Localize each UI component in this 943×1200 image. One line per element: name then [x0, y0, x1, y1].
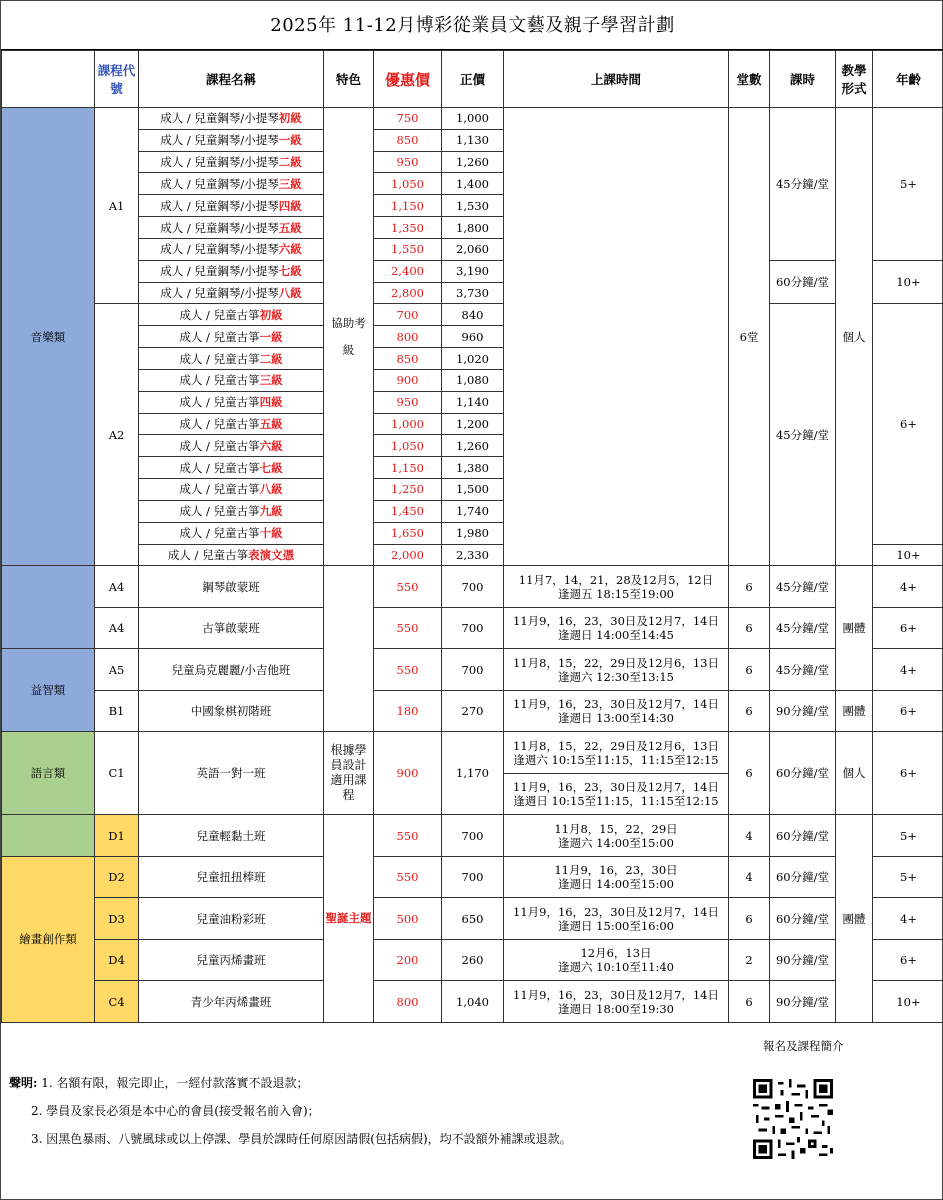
note-lead: 聲明: [9, 1076, 38, 1090]
header-discount: 優惠價 [374, 51, 442, 108]
duration-cell: 60分鐘/堂 [770, 856, 836, 898]
category-music: 音樂類 [2, 108, 95, 566]
duration-cell: 60分鐘/堂 [770, 898, 836, 940]
course-level: 四級 [278, 198, 302, 213]
course-name-prefix: 成人 / 兒童鋼琴/小提琴 [160, 155, 279, 170]
schedule-cell [504, 856, 729, 898]
category-language-cont [2, 815, 95, 857]
schedule-dates: 11月8，15，22，29日及12月6，13日 [513, 738, 719, 753]
discount-price: 180 [374, 690, 442, 732]
disclaimer-notes [9, 1069, 572, 1153]
header-sessions: 堂數 [729, 51, 770, 108]
table-row [2, 939, 943, 981]
age-cell: 5+ [873, 856, 943, 898]
discount-price: 1,000 [374, 413, 442, 435]
sessions-cell: 4 [729, 815, 770, 857]
duration-cell: 60分鐘/堂 [770, 815, 836, 857]
note-1 [9, 1069, 572, 1097]
table-row [2, 898, 943, 940]
table-row [2, 732, 943, 774]
code-d2: D2 [95, 856, 139, 898]
mode-cell: 個人 [836, 108, 873, 566]
header-name: 課程名稱 [139, 51, 324, 108]
header-age: 年齡 [873, 51, 943, 108]
course-name-prefix: 成人 / 兒童鋼琴/小提琴 [160, 264, 279, 279]
note-1-text: 1. 名額有限，報完即止，一經付款落實不設退款； [41, 1076, 309, 1090]
discount-price: 1,050 [374, 173, 442, 195]
course-name: 英語一對一班 [139, 732, 324, 815]
code-d1: D1 [95, 815, 139, 857]
regular-price: 650 [442, 898, 504, 940]
duration-cell: 45分鐘/堂 [770, 566, 836, 608]
sessions-cell: 6堂 [729, 108, 770, 566]
feature-custom: 根據學員設計適用課程 [324, 732, 374, 815]
course-name-prefix: 成人 / 兒童古箏 [167, 547, 249, 562]
course-level: 四級 [259, 395, 283, 410]
table-row [2, 566, 943, 608]
discount-price: 1,350 [374, 217, 442, 239]
regular-price: 2,060 [442, 238, 504, 260]
regular-price: 700 [442, 649, 504, 691]
table-row [2, 108, 943, 130]
course-name-prefix: 成人 / 兒童古箏 [179, 482, 260, 497]
course-level: 九級 [259, 504, 283, 519]
course-name-prefix: 成人 / 兒童古箏 [179, 373, 260, 388]
schedule-dates: 11月9，16，23，30日及12月7，14日 [513, 697, 719, 712]
mode-cell: 團體 [836, 815, 873, 1023]
discount-price: 500 [374, 898, 442, 940]
course-name [139, 217, 324, 239]
regular-price: 2,330 [442, 544, 504, 566]
discount-price: 700 [374, 304, 442, 326]
course-name-prefix: 成人 / 兒童古箏 [179, 395, 260, 410]
schedule-cell [504, 690, 729, 732]
course-name [139, 173, 324, 195]
discount-price: 1,250 [374, 479, 442, 501]
sessions-cell: 6 [729, 607, 770, 649]
regular-price: 1,800 [442, 217, 504, 239]
course-name: 兒童扭扭棒班 [139, 856, 324, 898]
course-name-prefix: 成人 / 兒童古箏 [179, 460, 260, 475]
discount-price: 1,050 [374, 435, 442, 457]
schedule-time: 逢週六 12:30至13:15 [558, 669, 674, 684]
course-level: 七級 [278, 264, 302, 279]
discount-price: 2,800 [374, 282, 442, 304]
feature-cell [324, 566, 374, 732]
discount-price: 550 [374, 856, 442, 898]
duration-cell: 45分鐘/堂 [770, 304, 836, 566]
table-row [2, 607, 943, 649]
schedule-dates: 11月9，16，23，30日及12月7，14日 [513, 614, 719, 629]
regular-price: 1,130 [442, 129, 504, 151]
schedule-time: 逢週日 15:00至16:00 [558, 918, 674, 933]
schedule-cell [504, 773, 729, 815]
qr-code-icon[interactable] [753, 1079, 833, 1159]
regular-price: 1,140 [442, 391, 504, 413]
table-row [2, 856, 943, 898]
age-cell: 4+ [873, 898, 943, 940]
discount-price: 2,400 [374, 260, 442, 282]
course-level: 三級 [259, 373, 283, 388]
regular-price: 960 [442, 326, 504, 348]
mode-cell: 團體 [836, 566, 873, 691]
discount-price: 1,450 [374, 500, 442, 522]
course-name [139, 282, 324, 304]
schedule-cell [504, 649, 729, 691]
sessions-cell: 6 [729, 566, 770, 608]
code-d4: D4 [95, 939, 139, 981]
regular-price: 1,040 [442, 981, 504, 1023]
regular-price: 1,980 [442, 522, 504, 544]
course-name [139, 304, 324, 326]
age-cell: 5+ [873, 108, 943, 261]
category-music-cont [2, 566, 95, 649]
schedule-dates: 12月6，13日 [580, 946, 652, 961]
discount-price: 200 [374, 939, 442, 981]
regular-price: 1,000 [442, 108, 504, 130]
age-cell: 5+ [873, 815, 943, 857]
course-name [139, 326, 324, 348]
duration-cell: 45分鐘/堂 [770, 607, 836, 649]
discount-price: 1,650 [374, 522, 442, 544]
schedule-cell [504, 732, 729, 774]
course-name-prefix: 成人 / 兒童古箏 [179, 351, 260, 366]
regular-price: 700 [442, 566, 504, 608]
course-name [139, 413, 324, 435]
table-row [2, 690, 943, 732]
course-level: 初級 [278, 111, 302, 126]
course-name-prefix: 成人 / 兒童鋼琴/小提琴 [160, 286, 279, 301]
discount-price: 1,150 [374, 457, 442, 479]
sessions-cell: 6 [729, 732, 770, 815]
regular-price: 1,380 [442, 457, 504, 479]
duration-cell: 45分鐘/堂 [770, 649, 836, 691]
duration-cell: 90分鐘/堂 [770, 981, 836, 1023]
course-name-prefix: 成人 / 兒童古箏 [179, 417, 260, 431]
schedule-dates: 11月7，14，21，28及12月5，12日 [518, 572, 714, 587]
code-c1: C1 [95, 732, 139, 815]
regular-price: 1,200 [442, 413, 504, 435]
course-name-prefix: 成人 / 兒童鋼琴/小提琴 [160, 220, 279, 235]
schedule-dates: 11月9，16，23，30日 [554, 863, 678, 878]
sessions-cell: 6 [729, 981, 770, 1023]
discount-price: 850 [374, 348, 442, 370]
course-name [139, 129, 324, 151]
sessions-cell: 6 [729, 690, 770, 732]
course-level: 二級 [259, 351, 283, 366]
schedule-time: 逢週六 14:00至15:00 [558, 835, 674, 850]
discount-price: 900 [374, 369, 442, 391]
code-a4: A4 [95, 566, 139, 608]
sessions-cell: 6 [729, 898, 770, 940]
course-name-prefix: 成人 / 兒童古箏 [179, 504, 260, 519]
course-level: 七級 [259, 460, 283, 475]
duration-cell: 60分鐘/堂 [770, 260, 836, 304]
regular-price: 1,740 [442, 500, 504, 522]
course-name [139, 151, 324, 173]
course-name-prefix: 成人 / 兒童鋼琴/小提琴 [160, 242, 279, 257]
course-name [139, 369, 324, 391]
course-name: 古箏啟蒙班 [139, 607, 324, 649]
schedule-dates: 11月9，16，23，30日及12月7，14日 [513, 780, 719, 795]
regular-price: 1,260 [442, 435, 504, 457]
discount-price: 800 [374, 326, 442, 348]
discount-price: 950 [374, 391, 442, 413]
discount-price: 550 [374, 815, 442, 857]
header-regular: 正價 [442, 51, 504, 108]
discount-price: 750 [374, 108, 442, 130]
table-row [2, 981, 943, 1023]
age-cell: 6+ [873, 690, 943, 732]
regular-price: 1,260 [442, 151, 504, 173]
course-level: 六級 [259, 438, 283, 453]
course-level: 表演文憑 [248, 547, 295, 562]
duration-cell: 90分鐘/堂 [770, 690, 836, 732]
schedule-cell [504, 815, 729, 857]
course-name-prefix: 成人 / 兒童古箏 [179, 329, 260, 344]
schedule-dates: 11月9，16，23，30日及12月7，14日 [513, 987, 719, 1002]
schedule-cell [504, 939, 729, 981]
course-name [139, 391, 324, 413]
course-name-prefix: 成人 / 兒童鋼琴/小提琴 [160, 111, 279, 126]
course-name [139, 457, 324, 479]
schedule-time: 逢週日 13:00至14:30 [558, 711, 674, 726]
mode-cell: 個人 [836, 732, 873, 815]
schedule-cell [504, 607, 729, 649]
course-name-prefix: 成人 / 兒童古箏 [179, 526, 260, 541]
age-cell: 10+ [873, 981, 943, 1023]
regular-price: 1,170 [442, 732, 504, 815]
page-title: 2025年 11-12月博彩從業員文藝及親子學習計劃 [1, 1, 943, 50]
course-level: 一級 [278, 133, 302, 148]
schedule-time: 逢週六 10:15至11:15，11:15至12:15 [513, 752, 719, 767]
header-duration: 課時 [770, 51, 836, 108]
table-row [2, 815, 943, 857]
regular-price: 1,500 [442, 479, 504, 501]
regular-price: 260 [442, 939, 504, 981]
course-name-prefix: 成人 / 兒童古箏 [179, 438, 260, 453]
course-level: 八級 [278, 286, 302, 301]
regular-price: 1,530 [442, 195, 504, 217]
sessions-cell: 6 [729, 649, 770, 691]
sessions-cell: 2 [729, 939, 770, 981]
age-cell: 6+ [873, 304, 943, 544]
category-language: 語言類 [2, 732, 95, 815]
table-row [2, 304, 943, 326]
course-name: 兒童烏克麗麗/小吉他班 [139, 649, 324, 691]
age-cell: 10+ [873, 260, 943, 304]
duration-cell: 90分鐘/堂 [770, 939, 836, 981]
course-name [139, 260, 324, 282]
course-name [139, 108, 324, 130]
course-level: 五級 [259, 417, 283, 431]
discount-price: 2,000 [374, 544, 442, 566]
schedule-time: 逢週日 18:00至19:30 [558, 1001, 674, 1016]
category-art: 繪畫創作類 [2, 856, 95, 1022]
course-name: 青少年丙烯畫班 [139, 981, 324, 1023]
course-name-prefix: 成人 / 兒童鋼琴/小提琴 [160, 133, 279, 148]
regular-price: 1,020 [442, 348, 504, 370]
mode-cell: 團體 [836, 690, 873, 732]
code-a2: A2 [95, 304, 139, 566]
header-category [2, 51, 95, 108]
course-name [139, 522, 324, 544]
schedule-cell [504, 108, 729, 566]
course-name [139, 195, 324, 217]
discount-price: 900 [374, 732, 442, 815]
course-level: 六級 [278, 242, 302, 257]
header-row [2, 51, 943, 108]
category-puzzle: 益智類 [2, 649, 95, 732]
header-feature: 特色 [324, 51, 374, 108]
course-level: 二級 [278, 155, 302, 170]
age-cell: 6+ [873, 939, 943, 981]
discount-price: 550 [374, 566, 442, 608]
course-name: 中國象棋初階班 [139, 690, 324, 732]
course-table [1, 50, 943, 1023]
course-name: 兒童丙烯畫班 [139, 939, 324, 981]
code-c4: C4 [95, 981, 139, 1023]
schedule-dates: 11月9，16，23，30日及12月7，14日 [513, 904, 719, 919]
schedule-cell [504, 898, 729, 940]
regular-price: 700 [442, 607, 504, 649]
age-cell: 4+ [873, 649, 943, 691]
qr-label: 報名及課程簡介 [763, 1039, 844, 1053]
course-name [139, 479, 324, 501]
code-a1: A1 [95, 108, 139, 304]
discount-price: 800 [374, 981, 442, 1023]
feature-exam: 協助考級 [324, 108, 374, 566]
schedule-dates: 11月8，15，22，29日 [554, 821, 678, 836]
schedule-time: 逢週日 10:15至11:15，11:15至12:15 [513, 794, 719, 809]
code-b1: B1 [95, 690, 139, 732]
course-name [139, 348, 324, 370]
schedule-time: 逢週日 14:00至14:45 [558, 628, 674, 643]
course-name [139, 435, 324, 457]
discount-price: 550 [374, 649, 442, 691]
regular-price: 1,080 [442, 369, 504, 391]
schedule-time: 逢週日 14:00至15:00 [558, 877, 674, 892]
course-level: 十級 [259, 526, 283, 541]
course-name [139, 500, 324, 522]
regular-price: 700 [442, 856, 504, 898]
note-3: 3. 因黑色暴雨、八號風球或以上停課、學員於課時任何原因請假(包括病假)，均不設額外補課或退款。 [31, 1132, 572, 1146]
course-level: 三級 [278, 176, 302, 191]
schedule-time: 逢週五 18:15至19:00 [558, 586, 674, 601]
regular-price: 3,190 [442, 260, 504, 282]
header-code: 課程代號 [95, 51, 139, 108]
header-schedule: 上課時間 [504, 51, 729, 108]
regular-price: 1,400 [442, 173, 504, 195]
age-cell: 4+ [873, 566, 943, 608]
course-name-prefix: 成人 / 兒童鋼琴/小提琴 [160, 176, 279, 191]
course-level: 一級 [259, 329, 283, 344]
schedule-cell [504, 566, 729, 608]
course-level: 八級 [259, 482, 283, 497]
table-row [2, 260, 943, 282]
table-row [2, 649, 943, 691]
age-cell: 6+ [873, 732, 943, 815]
age-cell: 10+ [873, 544, 943, 566]
regular-price: 700 [442, 815, 504, 857]
note-2: 2. 學員及家長必須是本中心的會員(接受報名前入會)； [31, 1104, 320, 1118]
code-a5: A5 [95, 649, 139, 691]
duration-cell: 60分鐘/堂 [770, 732, 836, 815]
schedule-cell [504, 981, 729, 1023]
course-name-prefix: 成人 / 兒童鋼琴/小提琴 [160, 198, 279, 213]
discount-price: 850 [374, 129, 442, 151]
course-name [139, 238, 324, 260]
duration-cell: 45分鐘/堂 [770, 108, 836, 261]
course-name-prefix: 成人 / 兒童古箏 [179, 307, 260, 322]
course-name: 鋼琴啟蒙班 [139, 566, 324, 608]
schedule-dates: 11月8，15，22，29日及12月6，13日 [513, 655, 719, 670]
header-mode: 教學形式 [836, 51, 873, 108]
course-name: 兒童油粉彩班 [139, 898, 324, 940]
course-name: 兒童輕黏土班 [139, 815, 324, 857]
regular-price: 270 [442, 690, 504, 732]
discount-price: 1,150 [374, 195, 442, 217]
code-d3: D3 [95, 898, 139, 940]
course-level: 五級 [278, 220, 302, 235]
regular-price: 840 [442, 304, 504, 326]
course-level: 初級 [259, 307, 283, 322]
sessions-cell: 4 [729, 856, 770, 898]
discount-price: 1,550 [374, 238, 442, 260]
discount-price: 550 [374, 607, 442, 649]
code-a4: A4 [95, 607, 139, 649]
age-cell: 6+ [873, 607, 943, 649]
discount-price: 950 [374, 151, 442, 173]
regular-price: 3,730 [442, 282, 504, 304]
feature-xmas: 聖誕主題 [324, 815, 374, 1023]
schedule-time: 逢週六 10:10至11:40 [558, 960, 674, 975]
course-name [139, 544, 324, 566]
